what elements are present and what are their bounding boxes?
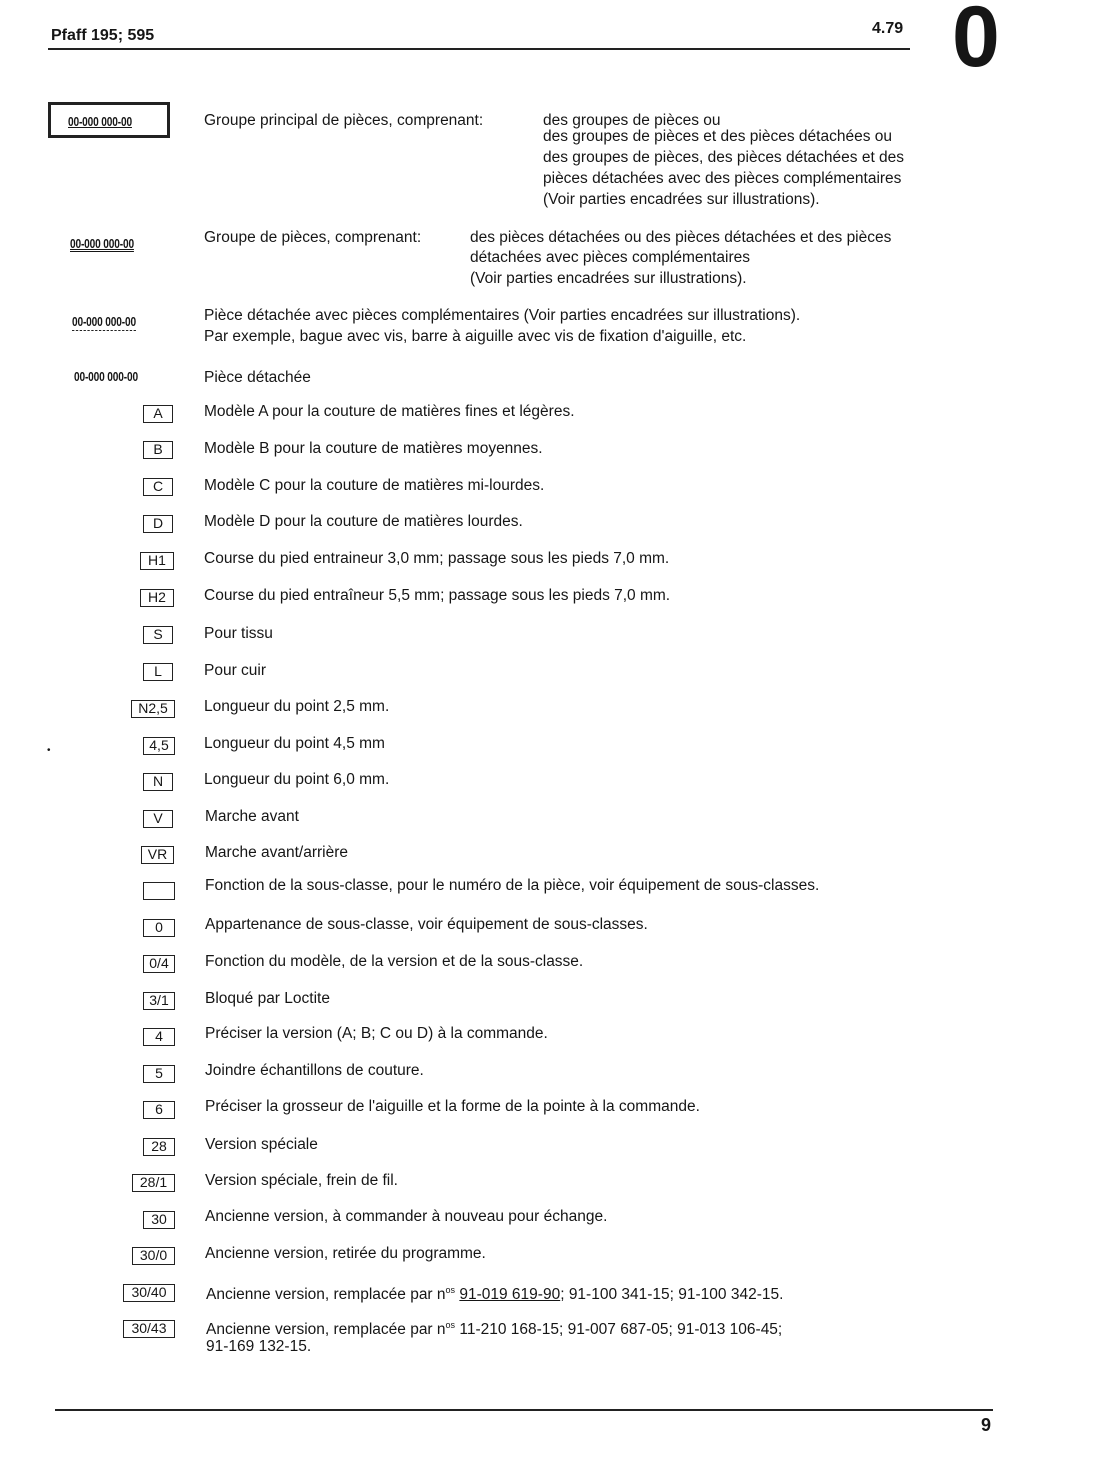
symbol-description: Modèle D pour la couture de matières lourdes. [204,513,523,530]
group-label: Groupe de pièces, comprenant: [204,229,422,246]
symbol-description: Version spéciale, frein de fil. [205,1172,398,1189]
symbol-box-H2: H2 [140,589,174,607]
symbol-box-5: 5 [143,1065,175,1083]
symbol-description: Marche avant [205,808,299,825]
symbol-description: Joindre échantillons de couture. [205,1062,424,1079]
symbol-box-empty [143,882,175,900]
page-number: 9 [981,1415,992,1435]
symbol-box-30-43: 30/43 [123,1320,175,1338]
symbol-description: Longueur du point 4,5 mm [204,735,385,752]
replacement-line: 11-210 168-15; 91-007 687-05; 91-013 106-45; [455,1321,783,1339]
symbol-description: Modèle A pour la couture de matières fines et légères. [204,403,575,420]
group-code: 00-000 000-00 [70,236,134,251]
symbol-description: Longueur du point 2,5 mm. [204,698,390,715]
symbol-box-VR: VR [141,846,174,864]
symbol-box-H1: H1 [140,552,174,570]
symbol-description: Course du pied entraineur 3,0 mm; passage sous les pieds 7,0 mm. [204,550,670,567]
symbol-box-S: S [143,626,173,644]
symbol-box-30-0: 30/0 [132,1247,175,1265]
symbol-description: Pour tissu [204,625,273,642]
symbol-box-N: N [143,773,173,791]
section-number: 0 [952,0,1000,85]
symbol-box-0-4: 0/4 [143,955,175,973]
symbol-box-B: B [143,441,173,459]
group-line: (Voir parties encadrées sur illustrations). [470,270,747,287]
symbol-box-V: V [143,810,173,828]
piece-complementary-line: Par exemple, bague avec vis, barre à aiguille avec vis de fixation d'aiguille, etc. [204,328,747,345]
replacement-line: 91-169 132-15. [206,1338,312,1355]
main-group-line: des groupes de pièces, des pièces détachées et des [543,149,905,166]
symbol-box-30: 30 [143,1211,175,1229]
replacement-rest: ; 91-100 341-15; 91-100 342-15. [560,1286,784,1304]
symbol-description: Pour cuir [204,662,267,679]
symbol-description: Appartenance de sous-classe, voir équipement de sous-classes. [205,916,648,933]
symbol-description: Version spéciale [205,1136,318,1153]
symbol-description: Longueur du point 6,0 mm. [204,771,390,788]
symbol-description: Préciser la grosseur de l'aiguille et la forme de la pointe à la commande. [205,1098,700,1115]
piece-complementary-code: 00-000 000-00 [72,314,136,329]
main-group-line: des groupes de pièces ou [543,112,721,129]
replacement-description [206,1280,783,1305]
replacement-prefix: Ancienne version, remplacée par n [206,1321,446,1339]
piece-code: 00-000 000-00 [74,369,138,384]
symbol-description: Préciser la version (A; B; C ou D) à la commande. [205,1025,548,1042]
symbol-box-A: A [143,405,173,423]
symbol-box-N2-5: N2,5 [131,700,175,718]
replacement-reference: 91-019 619-90 [459,1286,561,1304]
symbol-description: Bloqué par Loctite [205,990,330,1007]
symbol-description: Fonction du modèle, de la version et de la sous-classe. [205,953,584,970]
symbol-box-6: 6 [143,1101,175,1119]
symbol-description: Ancienne version, à commander à nouveau pour échange. [205,1208,608,1225]
main-group-line: des groupes de pièces et des pièces détachées ou [543,128,892,145]
symbol-box-30-40: 30/40 [123,1284,175,1302]
symbol-box-3-1: 3/1 [143,992,175,1010]
main-group-label: Groupe principal de pièces, comprenant: [204,112,484,129]
main-group-code: 00-000 000-00 [68,114,132,129]
symbol-box-4-5: 4,5 [143,737,175,755]
symbol-description: Course du pied entraîneur 5,5 mm; passage sous les pieds 7,0 mm. [204,587,671,604]
stray-mark: • [47,745,51,756]
symbol-box-D: D [143,515,173,533]
symbol-description: Modèle C pour la couture de matières mi-lourdes. [204,477,545,494]
symbol-box-L: L [143,663,173,681]
symbol-description: Modèle B pour la couture de matières moyennes. [204,440,543,457]
piece-line: Pièce détachée [204,369,311,386]
symbol-box-28-1: 28/1 [132,1174,175,1192]
piece-complementary-line: Pièce détachée avec pièces complémentaires (Voir parties encadrées sur illustrations). [204,307,801,324]
symbol-description: Ancienne version, retirée du programme. [205,1245,486,1262]
symbol-box-C: C [143,478,173,496]
replacement-superscript: os [445,1285,456,1295]
group-line: détachées avec pièces complémentaires [470,249,751,266]
main-group-line: (Voir parties encadrées sur illustrations). [543,191,820,208]
footer-rule [55,1409,993,1411]
main-group-code-box [48,102,170,138]
group-line: des pièces détachées ou des pièces détachées et des pièces [470,229,892,246]
replacement-superscript: os [445,1320,456,1330]
header-rule [48,48,910,50]
document-title: Pfaff 195; 595 [51,27,155,44]
symbol-description: Fonction de la sous-classe, pour le numéro de la pièce, voir équipement de sous-classes. [205,877,820,894]
symbol-box-4: 4 [143,1028,175,1046]
symbol-box-0: 0 [143,919,175,937]
symbol-description: Marche avant/arrière [205,844,349,861]
document-date: 4.79 [872,20,904,37]
symbol-box-28: 28 [143,1138,175,1156]
main-group-line: pièces détachées avec des pièces complémentaires [543,170,902,187]
replacement-prefix: Ancienne version, remplacée par n [206,1286,446,1304]
